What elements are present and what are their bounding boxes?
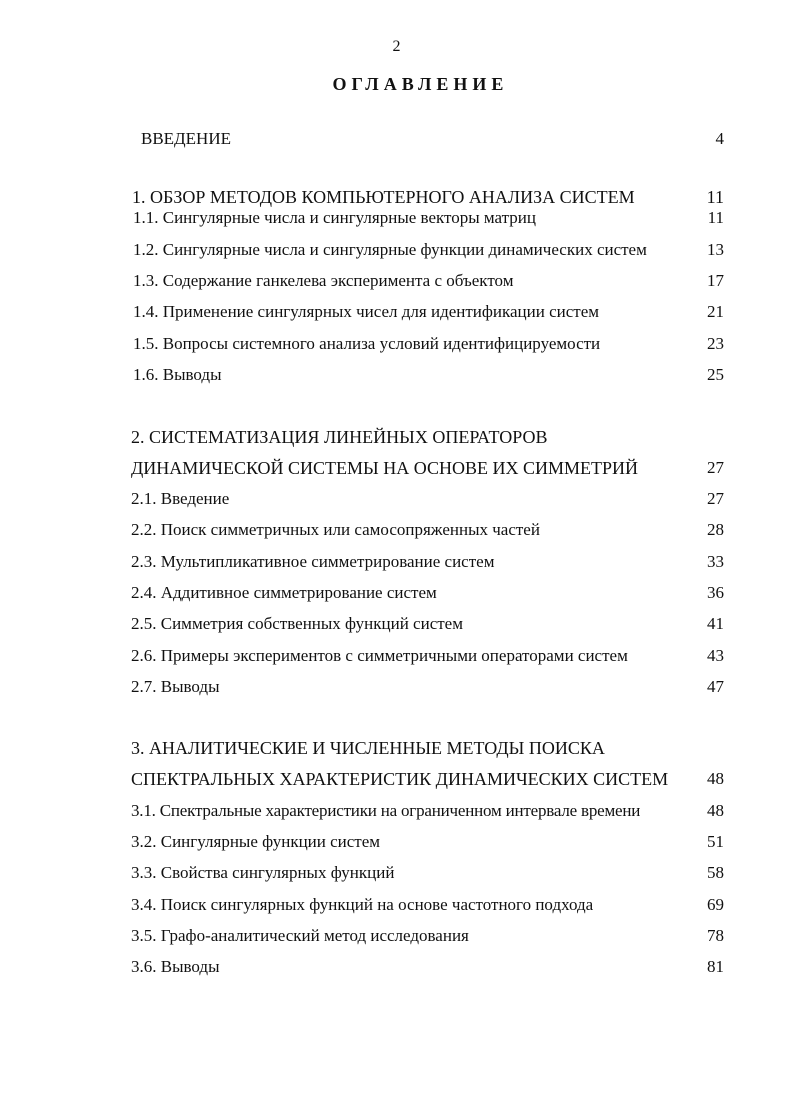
toc-entry-page: 11 bbox=[706, 187, 724, 207]
toc-entry-page: 81 bbox=[707, 957, 724, 976]
toc-entry-text: 2.4. Аддитивное симметрирование систем bbox=[131, 583, 437, 602]
toc-entry-page: 21 bbox=[707, 302, 724, 321]
toc-entry-text: 2.5. Симметрия собственных функций систем bbox=[131, 614, 463, 633]
toc-entry-text: 1.3. Содержание ганкелева эксперимента с объектом bbox=[133, 271, 514, 290]
toc-entry-page: 13 bbox=[707, 240, 724, 259]
page-number: 2 bbox=[392, 38, 401, 55]
toc-entry-text: 3.2. Сингулярные функции систем bbox=[131, 832, 381, 851]
toc-entry-text: 1. ОБЗОР МЕТОДОВ КОМПЬЮТЕРНОГО АНАЛИЗА СИСТЕМ bbox=[132, 187, 635, 207]
toc-entry-text: ДИНАМИЧЕСКОЙ СИСТЕМЫ НА ОСНОВЕ ИХ СИММЕТРИЙ bbox=[131, 458, 638, 478]
toc-entry-text: 3.6. Выводы bbox=[131, 957, 220, 976]
toc-entry-text: 1.2. Сингулярные числа и сингулярные функции динамических систем bbox=[133, 240, 647, 259]
page-title: ОГЛАВЛЕНИЕ bbox=[332, 74, 509, 94]
toc-entry-text: 1.5. Вопросы системного анализа условий идентифицируемости bbox=[133, 334, 601, 353]
toc-entry-page: 4 bbox=[715, 129, 724, 148]
toc-entry-text: 3.1. Спектральные характеристики на ограниченном интервале времени bbox=[131, 801, 641, 820]
toc-entry-text: 3.5. Графо-аналитический метод исследования bbox=[131, 926, 469, 945]
toc-entry-page: 41 bbox=[707, 614, 724, 633]
toc-entry-text: 2.2. Поиск симметричных или самосопряженных частей bbox=[131, 520, 540, 539]
toc-entry-text: 2.6. Примеры экспериментов с симметричными операторами систем bbox=[131, 646, 628, 665]
toc-entry-text: 3. АНАЛИТИЧЕСКИЕ И ЧИСЛЕННЫЕ МЕТОДЫ ПОИСКА bbox=[131, 738, 605, 758]
toc-entry-page: 43 bbox=[707, 646, 724, 665]
toc-entry-text: 1.6. Выводы bbox=[133, 365, 222, 384]
toc-entry-text: 3.4. Поиск сингулярных функций на основе частотного подхода bbox=[131, 895, 594, 914]
toc-entry-text: 2. СИСТЕМАТИЗАЦИЯ ЛИНЕЙНЫХ ОПЕРАТОРОВ bbox=[131, 427, 548, 447]
toc-entry-page: 11 bbox=[707, 208, 724, 227]
toc-entry-text: ВВЕДЕНИЕ bbox=[141, 129, 231, 148]
toc-entry-page: 51 bbox=[707, 832, 724, 851]
toc-entry-page: 25 bbox=[707, 365, 724, 384]
toc-entry-page: 27 bbox=[707, 458, 724, 477]
toc-entry-text: СПЕКТРАЛЬНЫХ ХАРАКТЕРИСТИК ДИНАМИЧЕСКИХ СИСТЕМ bbox=[131, 769, 669, 789]
toc-entry-page: 69 bbox=[707, 895, 724, 914]
toc-entry-page: 36 bbox=[707, 583, 724, 602]
toc-entry-text: 1.4. Применение сингулярных чисел для идентификации систем bbox=[133, 302, 600, 321]
toc-entry-page: 48 bbox=[707, 769, 724, 788]
toc-entry-page: 48 bbox=[707, 801, 724, 820]
toc-entry-page: 33 bbox=[707, 552, 724, 571]
toc-entry-page: 58 bbox=[707, 863, 724, 882]
toc-entry-text: 2.7. Выводы bbox=[131, 677, 220, 696]
toc-entry-text: 3.3. Свойства сингулярных функций bbox=[131, 863, 395, 882]
toc-entry-page: 28 bbox=[707, 520, 724, 539]
toc-entry-page: 47 bbox=[707, 677, 724, 696]
toc-entry-page: 17 bbox=[707, 271, 724, 290]
toc-entry-text: 1.1. Сингулярные числа и сингулярные векторы матриц bbox=[133, 208, 536, 227]
toc-entry-page: 23 bbox=[707, 334, 724, 353]
toc-entry-text: 2.3. Мультипликативное симметрирование систем bbox=[131, 552, 495, 571]
toc-entry-page: 78 bbox=[707, 926, 724, 945]
toc-entry-text: 2.1. Введение bbox=[131, 489, 230, 508]
toc-entry-page: 27 bbox=[707, 489, 724, 508]
